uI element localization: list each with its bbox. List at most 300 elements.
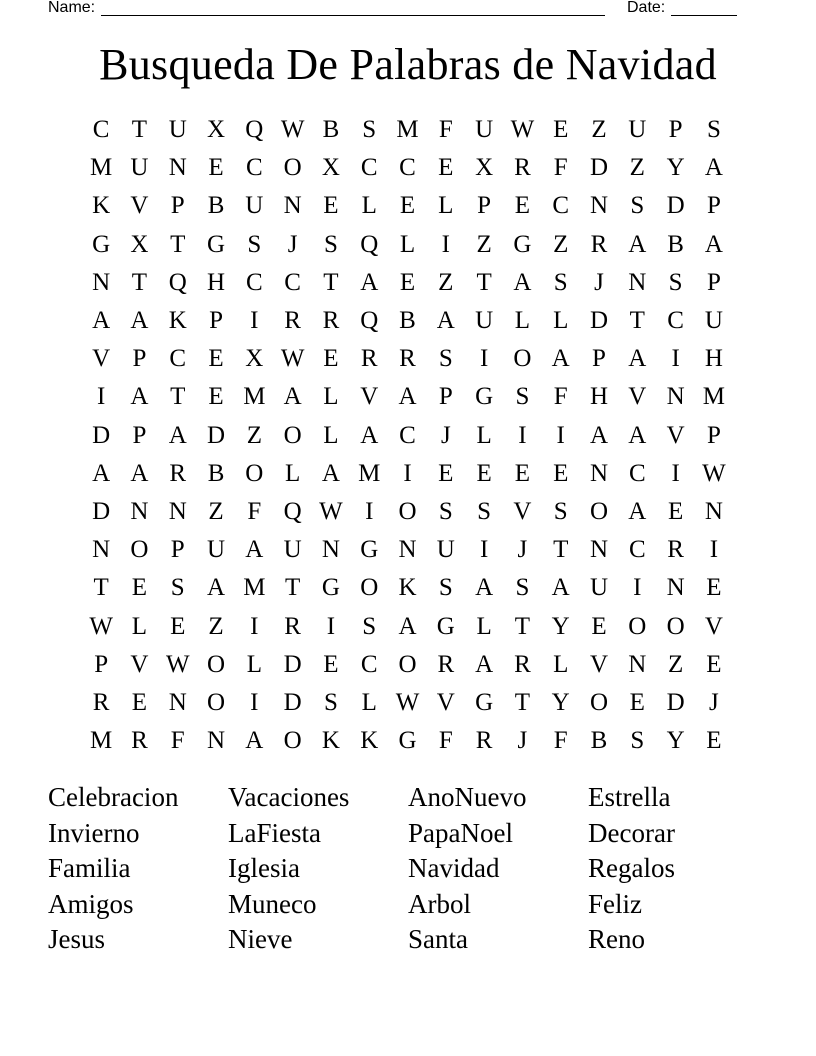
grid-letter[interactable]: N	[628, 268, 647, 296]
grid-letter[interactable]: X	[475, 154, 494, 182]
grid-letter[interactable]: A	[551, 574, 570, 602]
grid-letter[interactable]: A	[628, 230, 647, 258]
grid-letter[interactable]: A	[704, 230, 723, 258]
grid-letter[interactable]: M	[358, 459, 381, 487]
grid-letter[interactable]: E	[131, 688, 148, 716]
grid-letter[interactable]: A	[360, 268, 379, 296]
grid-letter[interactable]: Q	[360, 307, 379, 335]
grid-letter[interactable]: A	[207, 574, 226, 602]
grid-letter[interactable]: L	[553, 307, 569, 335]
grid-letter[interactable]: J	[594, 268, 604, 296]
grid-letter[interactable]: T	[170, 230, 186, 258]
grid-letter[interactable]: E	[706, 650, 722, 678]
grid-letter[interactable]: T	[131, 116, 148, 144]
word-list-item: Arbol	[408, 888, 471, 919]
grid-letter[interactable]: A	[130, 459, 149, 487]
grid-letter[interactable]: A	[398, 612, 417, 640]
grid-letter[interactable]: T	[514, 612, 531, 640]
grid-letter[interactable]: N	[168, 688, 187, 716]
grid-letter[interactable]: A	[245, 727, 264, 755]
grid-letter[interactable]: U	[207, 536, 226, 564]
grid-letter[interactable]: E	[591, 612, 607, 640]
grid-letter[interactable]: O	[589, 688, 609, 716]
grid-letter[interactable]: C	[360, 650, 378, 678]
grid-letter[interactable]: I	[96, 383, 106, 411]
grid-letter[interactable]: M	[702, 383, 726, 411]
grid-letter[interactable]: T	[93, 574, 109, 602]
grid-letter[interactable]: O	[130, 536, 149, 564]
grid-letter[interactable]: Y	[551, 688, 570, 716]
grid-letter[interactable]: X	[207, 116, 226, 144]
grid-letter[interactable]: R	[399, 345, 416, 373]
grid-letter[interactable]: B	[590, 727, 608, 755]
grid-letter[interactable]: M	[90, 727, 113, 755]
word-search-grid	[82, 111, 733, 760]
grid-letter[interactable]: R	[475, 727, 493, 755]
grid-letter[interactable]: T	[284, 574, 301, 602]
grid-letter[interactable]: E	[476, 459, 492, 487]
grid-letter[interactable]: N	[398, 536, 417, 564]
grid-letter[interactable]: S	[438, 345, 453, 373]
grid-letter[interactable]: T	[553, 536, 569, 564]
grid-letter[interactable]: U	[589, 574, 609, 602]
grid-letter[interactable]: E	[438, 154, 454, 182]
grid-letter[interactable]: V	[130, 192, 149, 220]
grid-letter[interactable]: J	[287, 230, 298, 258]
grid-letter[interactable]: T	[131, 268, 148, 296]
grid-letter[interactable]: A	[628, 345, 647, 373]
grid-letter[interactable]: G	[436, 612, 455, 640]
grid-letter[interactable]: D	[92, 497, 111, 525]
grid-letter[interactable]: Z	[246, 421, 262, 449]
grid-letter[interactable]: T	[514, 688, 531, 716]
grid-letter[interactable]: P	[438, 383, 453, 411]
grid-letter[interactable]: I	[518, 421, 527, 449]
grid-letter[interactable]: J	[709, 688, 719, 716]
grid-letter[interactable]: C	[245, 154, 263, 182]
grid-letter[interactable]: A	[398, 383, 417, 411]
grid-letter[interactable]: T	[476, 268, 492, 296]
word-list-item: Estrella	[588, 782, 671, 812]
grid-letter[interactable]: L	[361, 688, 377, 716]
grid-letter[interactable]: I	[441, 230, 450, 258]
grid-letter[interactable]: A	[436, 307, 455, 335]
grid-letter[interactable]: E	[667, 497, 684, 525]
grid-letter[interactable]: K	[168, 307, 187, 335]
grid-letter[interactable]: U	[704, 307, 723, 335]
grid-letter[interactable]: E	[438, 459, 454, 487]
grid-letter[interactable]: Y	[666, 727, 685, 755]
grid-letter[interactable]: A	[283, 383, 302, 411]
grid-letter[interactable]: O	[398, 650, 417, 678]
grid-letter[interactable]: A	[628, 497, 647, 525]
grid-letter[interactable]: Y	[551, 612, 570, 640]
grid-letter[interactable]: S	[553, 268, 568, 296]
grid-letter[interactable]: C	[628, 459, 646, 487]
grid-letter[interactable]: U	[245, 192, 264, 220]
grid-letter[interactable]: R	[92, 688, 110, 716]
grid-letter[interactable]: A	[628, 421, 647, 449]
grid-letter[interactable]: Q	[283, 497, 302, 525]
grid-letter[interactable]: G	[513, 230, 532, 258]
word-list-item: Muneco	[228, 888, 317, 919]
grid-letter[interactable]: P	[170, 536, 185, 564]
grid-letter[interactable]: G	[321, 574, 340, 602]
grid-letter[interactable]: Z	[476, 230, 492, 258]
grid-letter[interactable]: Z	[438, 268, 454, 296]
grid-letter[interactable]: S	[630, 192, 645, 220]
grid-letter[interactable]: S	[477, 497, 492, 525]
grid-letter[interactable]: N	[168, 154, 187, 182]
grid-letter[interactable]: V	[130, 650, 149, 678]
grid-letter[interactable]: S	[515, 574, 530, 602]
grid-letter[interactable]: N	[207, 727, 226, 755]
grid-letter[interactable]: E	[553, 116, 569, 144]
grid-letter[interactable]: N	[628, 650, 647, 678]
grid-letter[interactable]: E	[514, 459, 531, 487]
grid-letter[interactable]: E	[208, 383, 224, 411]
grid-letter[interactable]: U	[475, 307, 494, 335]
grid-letter[interactable]: R	[360, 345, 378, 373]
grid-letter[interactable]: M	[243, 383, 266, 411]
grid-letter[interactable]: A	[130, 383, 149, 411]
grid-letter[interactable]: A	[589, 421, 609, 449]
grid-letter[interactable]: V	[360, 383, 379, 411]
grid-letter[interactable]: F	[553, 727, 568, 755]
grid-letter[interactable]: P	[668, 116, 683, 144]
grid-letter[interactable]: F	[170, 727, 185, 755]
grid-letter[interactable]: G	[92, 230, 111, 258]
grid-letter[interactable]: Q	[360, 230, 379, 258]
grid-letter[interactable]: A	[321, 459, 340, 487]
grid-letter[interactable]: F	[438, 727, 453, 755]
grid-letter[interactable]: U	[283, 536, 302, 564]
grid-letter[interactable]: E	[399, 192, 416, 220]
word-list-item: Amigos	[48, 888, 134, 919]
grid-letter[interactable]: L	[476, 612, 492, 640]
grid-letter[interactable]: U	[475, 116, 494, 144]
grid-letter[interactable]: S	[362, 116, 377, 144]
grid-letter[interactable]: C	[399, 154, 416, 182]
grid-letter[interactable]: H	[704, 345, 723, 373]
grid-letter[interactable]: R	[169, 459, 187, 487]
grid-letter[interactable]: F	[553, 154, 568, 182]
grid-letter[interactable]: A	[513, 268, 532, 296]
grid-letter[interactable]: I	[671, 459, 680, 487]
grid-letter[interactable]: I	[709, 536, 719, 564]
grid-letter[interactable]: C	[667, 307, 684, 335]
grid-letter[interactable]: W	[89, 612, 113, 640]
grid-letter[interactable]: A	[168, 421, 187, 449]
grid-letter[interactable]: W	[280, 116, 305, 144]
grid-letter[interactable]: T	[170, 383, 186, 411]
grid-letter[interactable]: N	[589, 536, 609, 564]
grid-letter[interactable]: F	[438, 116, 453, 144]
grid-letter[interactable]: N	[321, 536, 340, 564]
grid-letter[interactable]: S	[515, 383, 530, 411]
grid-letter[interactable]: Z	[629, 154, 645, 182]
grid-letter[interactable]: A	[360, 421, 379, 449]
grid-letter[interactable]: E	[208, 154, 224, 182]
grid-letter[interactable]: Q	[245, 116, 264, 144]
grid-letter[interactable]: H	[207, 268, 226, 296]
grid-letter[interactable]: L	[361, 192, 377, 220]
grid-letter[interactable]: S	[438, 497, 453, 525]
grid-letter[interactable]: O	[207, 688, 226, 716]
grid-letter[interactable]: N	[589, 459, 609, 487]
grid-letter[interactable]: M	[243, 574, 266, 602]
grid-letter[interactable]: O	[283, 421, 302, 449]
grid-letter[interactable]: A	[130, 307, 149, 335]
grid-letter[interactable]: D	[666, 688, 685, 716]
grid-letter[interactable]: E	[323, 345, 339, 373]
grid-letter[interactable]: S	[438, 574, 453, 602]
grid-letter[interactable]: E	[514, 192, 531, 220]
grid-letter[interactable]: B	[207, 459, 225, 487]
grid-letter[interactable]: I	[250, 612, 259, 640]
word-list-item: Jesus	[48, 924, 106, 954]
grid-letter[interactable]: P	[706, 192, 721, 220]
grid-letter[interactable]: P	[477, 192, 492, 220]
grid-letter[interactable]: O	[245, 459, 264, 487]
grid-letter[interactable]: G	[360, 536, 379, 564]
grid-letter[interactable]: D	[589, 307, 609, 335]
grid-letter[interactable]: V	[666, 421, 685, 449]
grid-letter[interactable]: R	[590, 230, 608, 258]
grid-letter[interactable]: E	[323, 650, 339, 678]
grid-letter[interactable]: D	[283, 688, 302, 716]
grid-letter[interactable]: R	[131, 727, 148, 755]
grid-letter[interactable]: Z	[553, 230, 569, 258]
grid-letter[interactable]: N	[168, 497, 187, 525]
grid-letter[interactable]: G	[475, 688, 494, 716]
grid-letter[interactable]: N	[92, 536, 111, 564]
grid-letter[interactable]: D	[666, 192, 685, 220]
grid-letter[interactable]: I	[556, 421, 565, 449]
grid-letter[interactable]: A	[475, 574, 494, 602]
grid-letter[interactable]: V	[92, 345, 111, 373]
grid-letter[interactable]: D	[207, 421, 226, 449]
grid-letter[interactable]: W	[395, 688, 420, 716]
grid-letter[interactable]: S	[553, 497, 568, 525]
grid-letter[interactable]: I	[479, 345, 489, 373]
grid-letter[interactable]: U	[168, 116, 187, 144]
grid-letter[interactable]: S	[362, 612, 377, 640]
grid-letter[interactable]: G	[207, 230, 226, 258]
grid-letter[interactable]: E	[706, 574, 722, 602]
grid-letter[interactable]: P	[706, 268, 721, 296]
grid-letter[interactable]: C	[169, 345, 187, 373]
grid-letter[interactable]: W	[280, 345, 305, 373]
grid-letter[interactable]: S	[706, 116, 721, 144]
grid-letter[interactable]: A	[551, 345, 570, 373]
grid-letter[interactable]: A	[92, 459, 111, 487]
grid-letter[interactable]: V	[589, 650, 609, 678]
grid-letter[interactable]: E	[399, 268, 416, 296]
grid-letter[interactable]: E	[629, 688, 645, 716]
grid-letter[interactable]: U	[130, 154, 149, 182]
word-list-item: Reno	[588, 924, 645, 954]
grid-letter[interactable]: O	[283, 154, 302, 182]
grid-letter[interactable]: O	[398, 497, 417, 525]
grid-letter[interactable]: U	[436, 536, 455, 564]
grid-letter[interactable]: O	[360, 574, 379, 602]
grid-letter[interactable]: N	[666, 574, 685, 602]
grid-letter[interactable]: N	[283, 192, 302, 220]
grid-letter[interactable]: D	[589, 154, 609, 182]
grid-letter[interactable]: A	[92, 307, 111, 335]
grid-letter[interactable]: E	[706, 727, 722, 755]
grid-letter[interactable]: B	[399, 307, 416, 335]
grid-letter[interactable]: L	[553, 650, 569, 678]
grid-letter[interactable]: Z	[208, 612, 224, 640]
grid-letter[interactable]: R	[514, 154, 531, 182]
grid-letter[interactable]: N	[589, 192, 609, 220]
grid-letter[interactable]: P	[132, 421, 147, 449]
grid-letter[interactable]: I	[671, 345, 680, 373]
grid-letter[interactable]: R	[322, 307, 340, 335]
grid-letter[interactable]: H	[589, 383, 609, 411]
grid-letter[interactable]: V	[436, 688, 455, 716]
grid-letter[interactable]: B	[322, 116, 340, 144]
grid-letter[interactable]: M	[90, 154, 113, 182]
grid-letter[interactable]: I	[250, 307, 259, 335]
grid-letter[interactable]: L	[323, 421, 339, 449]
grid-letter[interactable]: P	[94, 650, 109, 678]
grid-letter[interactable]: N	[704, 497, 723, 525]
grid-letter[interactable]: K	[398, 574, 417, 602]
grid-letter[interactable]: F	[553, 383, 568, 411]
grid-letter[interactable]: S	[323, 230, 338, 258]
grid-letter[interactable]: R	[284, 307, 301, 335]
grid-letter[interactable]: O	[513, 345, 532, 373]
grid-letter[interactable]: X	[130, 230, 149, 258]
grid-letter[interactable]: G	[398, 727, 417, 755]
grid-letter[interactable]: S	[323, 688, 338, 716]
grid-letter[interactable]: N	[666, 383, 685, 411]
grid-letter[interactable]: T	[629, 307, 645, 335]
grid-letter[interactable]: K	[92, 192, 111, 220]
grid-letter[interactable]: V	[628, 383, 647, 411]
grid-letter[interactable]: C	[399, 421, 416, 449]
grid-letter[interactable]: S	[668, 268, 683, 296]
grid-letter[interactable]: R	[284, 612, 301, 640]
grid-letter[interactable]: O	[666, 612, 685, 640]
grid-letter[interactable]: P	[209, 307, 223, 335]
grid-letter[interactable]: P	[592, 345, 606, 373]
grid-letter[interactable]: D	[92, 421, 111, 449]
grid-letter[interactable]: L	[476, 421, 492, 449]
grid-letter[interactable]: A	[704, 154, 723, 182]
date-blank-line[interactable]	[671, 0, 737, 16]
grid-letter[interactable]: I	[633, 574, 642, 602]
grid-letter[interactable]: W	[319, 497, 343, 525]
grid-letter[interactable]: O	[283, 727, 302, 755]
grid-letter[interactable]: P	[706, 421, 721, 449]
grid-letter[interactable]: R	[437, 650, 455, 678]
grid-letter[interactable]: W	[702, 459, 726, 487]
grid-letter[interactable]: Q	[168, 268, 187, 296]
grid-letter[interactable]: N	[92, 268, 111, 296]
grid-letter[interactable]: J	[517, 536, 528, 564]
grid-letter[interactable]: I	[403, 459, 412, 487]
grid-letter[interactable]: C	[284, 268, 301, 296]
grid-letter[interactable]: Y	[666, 154, 685, 182]
grid-letter[interactable]: L	[131, 612, 148, 640]
grid-letter[interactable]: I	[365, 497, 374, 525]
grid-letter[interactable]: L	[323, 383, 339, 411]
grid-letter[interactable]: J	[440, 421, 451, 449]
grid-letter[interactable]: X	[245, 345, 264, 373]
grid-letter[interactable]: Z	[208, 497, 224, 525]
grid-letter[interactable]: O	[589, 497, 609, 525]
grid-letter[interactable]: P	[170, 192, 185, 220]
grid-letter[interactable]: R	[514, 650, 531, 678]
grid-letter[interactable]: C	[552, 192, 570, 220]
grid-letter[interactable]: L	[399, 230, 416, 258]
name-blank-line[interactable]	[101, 0, 605, 16]
grid-letter[interactable]: A	[245, 536, 264, 564]
grid-letter[interactable]: L	[514, 307, 531, 335]
grid-letter[interactable]: X	[321, 154, 340, 182]
grid-letter[interactable]: C	[245, 268, 263, 296]
grid-letter[interactable]: O	[207, 650, 226, 678]
grid-letter[interactable]: E	[208, 345, 224, 373]
grid-letter[interactable]: A	[475, 650, 494, 678]
grid-letter[interactable]: L	[284, 459, 301, 487]
grid-letter[interactable]: V	[704, 612, 723, 640]
grid-letter[interactable]: C	[628, 536, 646, 564]
grid-letter[interactable]: M	[396, 116, 419, 144]
grid-letter[interactable]: E	[553, 459, 569, 487]
grid-letter[interactable]: W	[510, 116, 535, 144]
grid-letter[interactable]: K	[360, 727, 379, 755]
grid-letter[interactable]: N	[130, 497, 149, 525]
grid-letter[interactable]: V	[513, 497, 532, 525]
word-list-item: Regalos	[588, 853, 675, 883]
grid-letter[interactable]: W	[165, 650, 190, 678]
grid-letter[interactable]: L	[438, 192, 454, 220]
grid-letter[interactable]: C	[360, 154, 378, 182]
grid-letter[interactable]: S	[247, 230, 262, 258]
grid-letter[interactable]: U	[628, 116, 647, 144]
grid-letter[interactable]: J	[517, 727, 528, 755]
grid-letter[interactable]: L	[246, 650, 262, 678]
grid-letter[interactable]: C	[92, 116, 110, 144]
grid-letter[interactable]: I	[479, 536, 489, 564]
grid-letter[interactable]: G	[475, 383, 494, 411]
name-field	[48, 0, 605, 16]
grid-letter[interactable]: Z	[667, 650, 684, 678]
grid-letter[interactable]: P	[132, 345, 147, 373]
grid-letter[interactable]: T	[323, 268, 339, 296]
grid-letter[interactable]: O	[628, 612, 647, 640]
grid-letter[interactable]: K	[321, 727, 340, 755]
grid-letter[interactable]: F	[247, 497, 262, 525]
grid-letter[interactable]: B	[207, 192, 225, 220]
grid-letter[interactable]: R	[667, 536, 684, 564]
grid-letter[interactable]: E	[170, 612, 186, 640]
grid-letter[interactable]: S	[170, 574, 185, 602]
grid-letter[interactable]: I	[326, 612, 336, 640]
grid-letter[interactable]: E	[131, 574, 148, 602]
grid-letter[interactable]: B	[667, 230, 684, 258]
grid-letter[interactable]: S	[630, 727, 645, 755]
grid-letter[interactable]: E	[323, 192, 339, 220]
grid-letter[interactable]: Z	[591, 116, 607, 144]
grid-letter[interactable]: I	[250, 688, 259, 716]
grid-letter[interactable]: D	[283, 650, 302, 678]
